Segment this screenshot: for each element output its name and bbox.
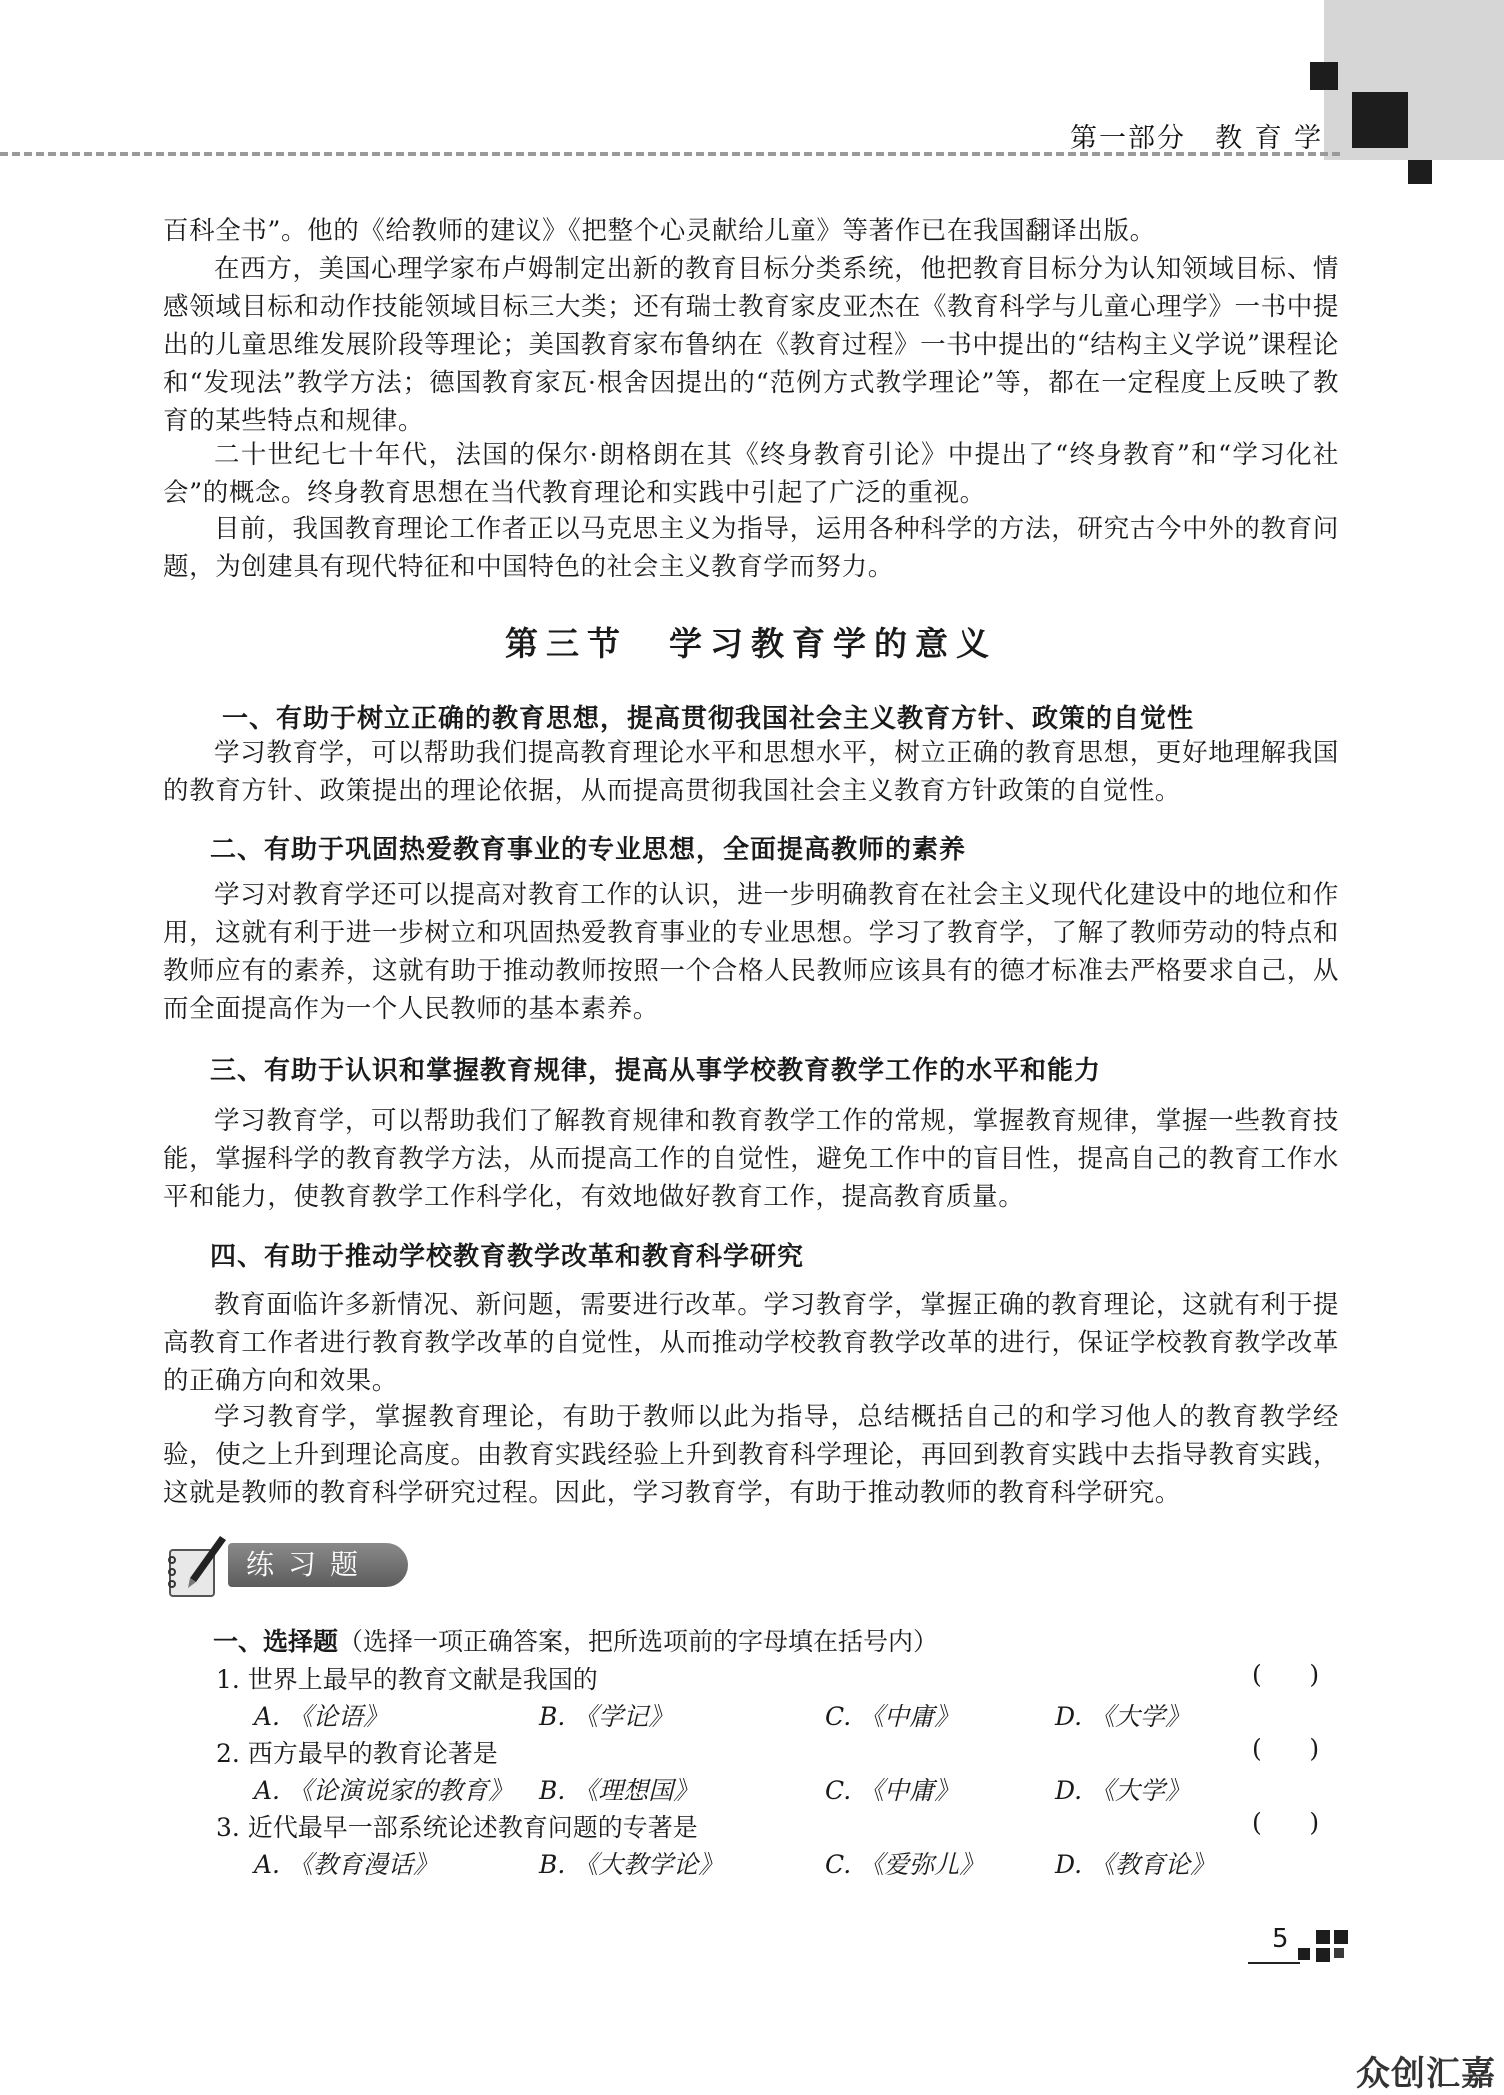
watermark: 众创汇嘉	[1356, 2054, 1496, 2094]
exercise-type-label: 一、选择题	[213, 1627, 339, 1656]
page-number-underline	[1248, 1962, 1300, 1964]
option: B. 《大教学论》	[539, 1850, 724, 1879]
running-header: 第一部分 教 育 学	[1070, 123, 1324, 154]
pen-notebook-icon	[160, 1528, 232, 1600]
paragraph: 二十世纪七十年代，法国的保尔·朗格朗在其《终身教育引论》中提出了“终身教育”和“学习化社会”的概念。终身教育思想在当代教育理论和实践中引起了广泛的重视。	[163, 440, 1339, 508]
exercise-type-note: （选择一项正确答案，把所选项前的字母填在括号内）	[338, 1627, 939, 1656]
header-square	[1310, 62, 1338, 90]
paragraph: 目前，我国教育理论工作者正以马克思主义为指导，运用各种科学的方法，研究古今中外的教育问题，为创建具有现代特征和中国特色的社会主义教育学而努力。	[163, 514, 1339, 582]
exercise-banner: 练习题	[228, 1543, 408, 1587]
footer-square	[1316, 1948, 1330, 1962]
exercise-type	[213, 1622, 938, 1658]
header-square	[1352, 92, 1408, 148]
option: C. 《中庸》	[825, 1776, 960, 1805]
footer-square	[1334, 1948, 1344, 1958]
section-title: 第三节 学习教育学的意义	[505, 624, 997, 663]
paragraph: 学习对教育学还可以提高对教育工作的认识，进一步明确教育在社会主义现代化建设中的地位和作用，这就有利于进一步树立和巩固热爱教育事业的专业思想。学习了教育学，了解了教师劳动的特点和教师应有的素养，这就有助于推动教师按照一个合格人民教师应该具有的德才标准去严格要求自己，从而全面提高作为一个人民教师的基本素养。	[163, 880, 1339, 1024]
paragraph: 学习教育学，可以帮助我们提高教育理论水平和思想水平，树立正确的教育思想，更好地理解我国的教育方针、政策提出的理论依据，从而提高贯彻我国社会主义教育方针政策的自觉性。	[163, 738, 1339, 806]
page-number: 5	[1272, 1924, 1289, 1954]
option: D. 《教育论》	[1055, 1850, 1216, 1879]
paragraph: 百科全书”。他的《给教师的建议》《把整个心灵献给儿童》等著作已在我国翻译出版。	[163, 216, 1156, 246]
option: A. 《论语》	[254, 1702, 388, 1731]
subsection-heading: 一、有助于树立正确的教育思想，提高贯彻我国社会主义教育方针、政策的自觉性	[222, 704, 1195, 734]
answer-blank: ( )	[1252, 1660, 1320, 1689]
option: D. 《大学》	[1055, 1702, 1191, 1731]
subsection-heading: 二、有助于巩固热爱教育事业的专业思想，全面提高教师的素养	[210, 835, 967, 865]
paragraph: 学习教育学，可以帮助我们了解教育规律和教育教学工作的常规，掌握教育规律，掌握一些教育技能，掌握科学的教育教学方法，从而提高工作的自觉性，避免工作中的盲目性，提高自己的教育工作水平和能力，使教育教学工作科学化，有效地做好教育工作，提高教育质量。	[163, 1106, 1339, 1212]
answer-blank: ( )	[1252, 1808, 1320, 1837]
question: 3. 近代最早一部系统论述教育问题的专著是	[216, 1813, 698, 1842]
header-square	[1408, 160, 1432, 184]
header-gray-band	[1324, 0, 1504, 160]
footer-square	[1298, 1948, 1310, 1960]
footer-square	[1334, 1930, 1348, 1944]
paragraph: 学习教育学，掌握教育理论，有助于教师以此为指导，总结概括自己的和学习他人的教育教学经验，使之上升到理论高度。由教育实践经验上升到教育科学理论，再回到教育实践中去指导教育实践，这就是教师的教育科学研究过程。因此，学习教育学，有助于推动教师的教育科学研究。	[163, 1402, 1339, 1508]
footer-square	[1316, 1930, 1330, 1944]
option: C. 《爱弥儿》	[825, 1850, 985, 1879]
question: 2. 西方最早的教育论著是	[216, 1739, 498, 1768]
option: A. 《教育漫话》	[254, 1850, 438, 1879]
question: 1. 世界上最早的教育文献是我国的	[216, 1665, 598, 1694]
paragraph: 在西方，美国心理学家布卢姆制定出新的教育目标分类系统，他把教育目标分为认知领域目标、情感领域目标和动作技能领域目标三大类；还有瑞士教育家皮亚杰在《教育科学与儿童心理学》一书中提出的儿童思维发展阶段等理论；美国教育家布鲁纳在《教育过程》一书中提出的“结构主义学说”课程论和“发现法”教学方法；德国教育家瓦·根舍因提出的“范例方式教学理论”等，都在一定程度上反映了教育的某些特点和规律。	[163, 254, 1339, 436]
option: B. 《学记》	[539, 1702, 674, 1731]
option: D. 《大学》	[1055, 1776, 1191, 1805]
option: C. 《中庸》	[825, 1702, 960, 1731]
option: A. 《论演说家的教育》	[254, 1776, 513, 1805]
answer-blank: ( )	[1252, 1734, 1320, 1763]
paragraph: 教育面临许多新情况、新问题，需要进行改革。学习教育学，掌握正确的教育理论，这就有利于提高教育工作者进行教育教学改革的自觉性，从而推动学校教育教学改革的进行，保证学校教育教学改革的正确方向和效果。	[163, 1290, 1339, 1396]
subsection-heading: 三、有助于认识和掌握教育规律，提高从事学校教育教学工作的水平和能力	[210, 1056, 1102, 1086]
option: B. 《理想国》	[539, 1776, 699, 1805]
subsection-heading: 四、有助于推动学校教育教学改革和教育科学研究	[210, 1242, 805, 1272]
